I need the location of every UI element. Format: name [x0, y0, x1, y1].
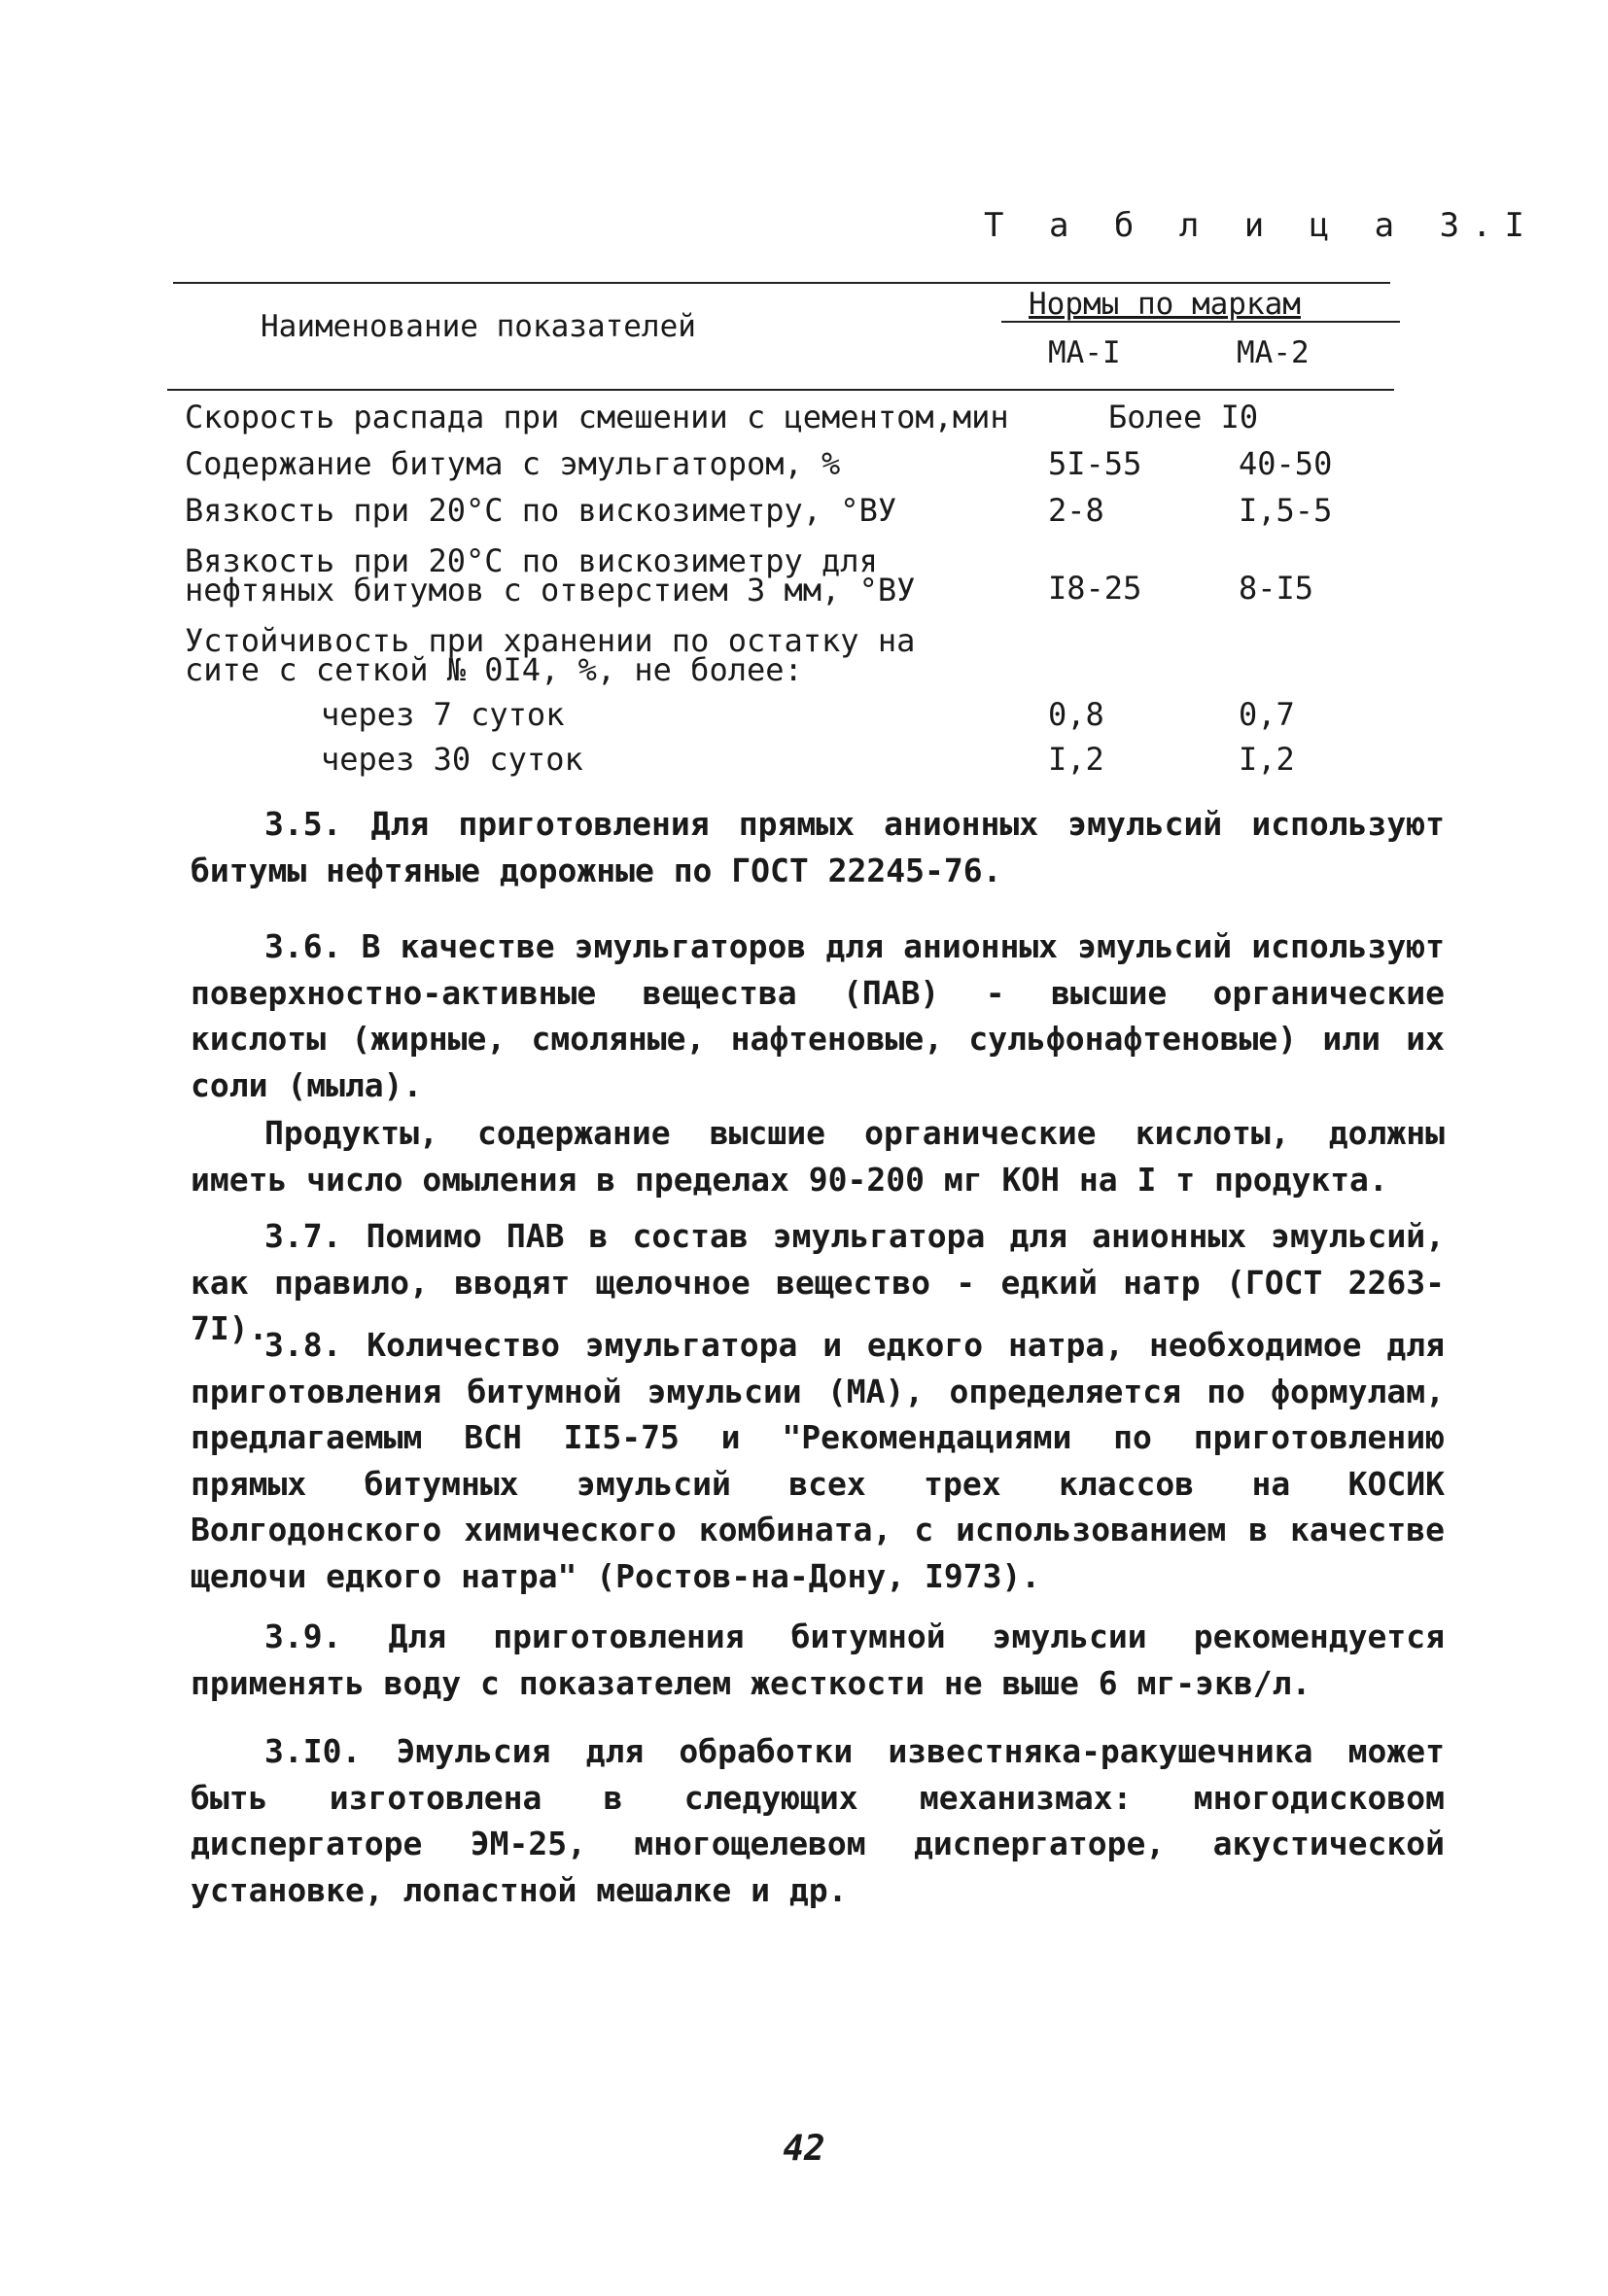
- row-value-ma1: I8-25: [1048, 570, 1142, 607]
- row-label: Содержание битума с эмульгатором, %: [185, 445, 841, 482]
- column-header-grade-ma1: МА-I: [1048, 335, 1121, 370]
- paragraph-3-8: [191, 1322, 1445, 1599]
- row-label-line2: нефтяных битумов с отверстием 3 мм, °ВУ: [185, 572, 916, 609]
- column-header-grade-ma2: МА-2: [1237, 335, 1310, 370]
- paragraph-3-6: [191, 923, 1445, 1108]
- paragraph-3-5: [191, 801, 1445, 893]
- norms-header-rule: [1001, 321, 1400, 323]
- row-value-ma1: 5I-55: [1048, 445, 1142, 482]
- column-header-norms: Нормы по маркам: [1029, 287, 1301, 322]
- paragraph-text: 3.I0. Эмульсия для обработки известняка-ракушечника может быть изготовлена в следующих механизмах: многодисковом диспергаторе ЭМ-25, многощелевом диспергаторе, акустической установке, лопастной мешалке и др.: [191, 1732, 1445, 1909]
- paragraph-products: [191, 1110, 1445, 1202]
- table-header-rule: [167, 389, 1394, 391]
- row-value-ma2: I,5-5: [1239, 492, 1333, 529]
- column-header-indicators: Наименование показателей: [261, 309, 696, 344]
- paragraph-text: 3.5. Для приготовления прямых анионных эмульсий используют битумы нефтяные дорожные по ГОСТ 22245-76.: [191, 805, 1445, 889]
- row-label-line1: Вязкость при 20°С по вискозиметру для: [185, 542, 878, 579]
- paragraph-text: 3.7. Помимо ПАВ в состав эмульгатора для анионных эмульсий, как правило, вводят щелочное вещество - едкий натр (ГОСТ 2263-7I).: [191, 1217, 1445, 1347]
- row-label-line2: сите с сеткой № 0I4, %, не более:: [185, 651, 803, 688]
- table-top-rule: [173, 282, 1390, 284]
- row-label: через 30 суток: [321, 741, 583, 778]
- row-value-ma2: 8-I5: [1239, 570, 1314, 607]
- paragraph-text: 3.8. Количество эмульгатора и едкого натра, необходимое для приготовления битумной эмульсии (МА), определяется по формулам, предлагаемым ВСН II5-75 и "Рекомендациями по приготовлению прямых битумных эмульсий всех трех классов на КОСИК Волгодонского химического комбината, с использованием в качестве щелочи едкого натра" (Ростов-на-Дону, I973).: [191, 1326, 1445, 1595]
- row-value-ma2: 0,7: [1239, 696, 1295, 733]
- paragraph-text: Продукты, содержание высшие органические кислоты, должны иметь число омыления в пределах 90-200 мг КОН на I т продукта.: [191, 1114, 1445, 1199]
- row-value-merged: Более I0: [1108, 399, 1259, 435]
- paragraph-3-9: [191, 1614, 1445, 1706]
- row-value-ma2: 40-50: [1239, 445, 1333, 482]
- row-value-ma1: I,2: [1048, 741, 1104, 778]
- row-label: Вязкость при 20°С по вискозиметру, °ВУ: [185, 492, 897, 529]
- page-number: 42: [783, 2129, 825, 2169]
- row-label: Скорость распада при смешении с цементом,мин: [185, 399, 1009, 435]
- table-caption: Т а б л и ц а 3.I: [984, 206, 1537, 245]
- row-value-ma1: 2-8: [1048, 492, 1104, 529]
- row-value-ma2: I,2: [1239, 741, 1295, 778]
- paragraph-text: 3.6. В качестве эмульгаторов для анионных эмульсий используют поверхностно-активные вещества (ПАВ) - высшие органические кислоты (жирные, смоляные, нафтеновые, сульфонафтеновые) или их соли (мыла).: [191, 927, 1445, 1104]
- paragraph-3-10: [191, 1728, 1445, 1913]
- row-value-ma1: 0,8: [1048, 696, 1104, 733]
- paragraph-text: 3.9. Для приготовления битумной эмульсии рекомендуется применять воду с показателем жесткости не выше 6 мг-экв/л.: [191, 1618, 1445, 1702]
- row-label: через 7 суток: [321, 696, 565, 733]
- row-label-line1: Устойчивость при хранении по остатку на: [185, 622, 916, 659]
